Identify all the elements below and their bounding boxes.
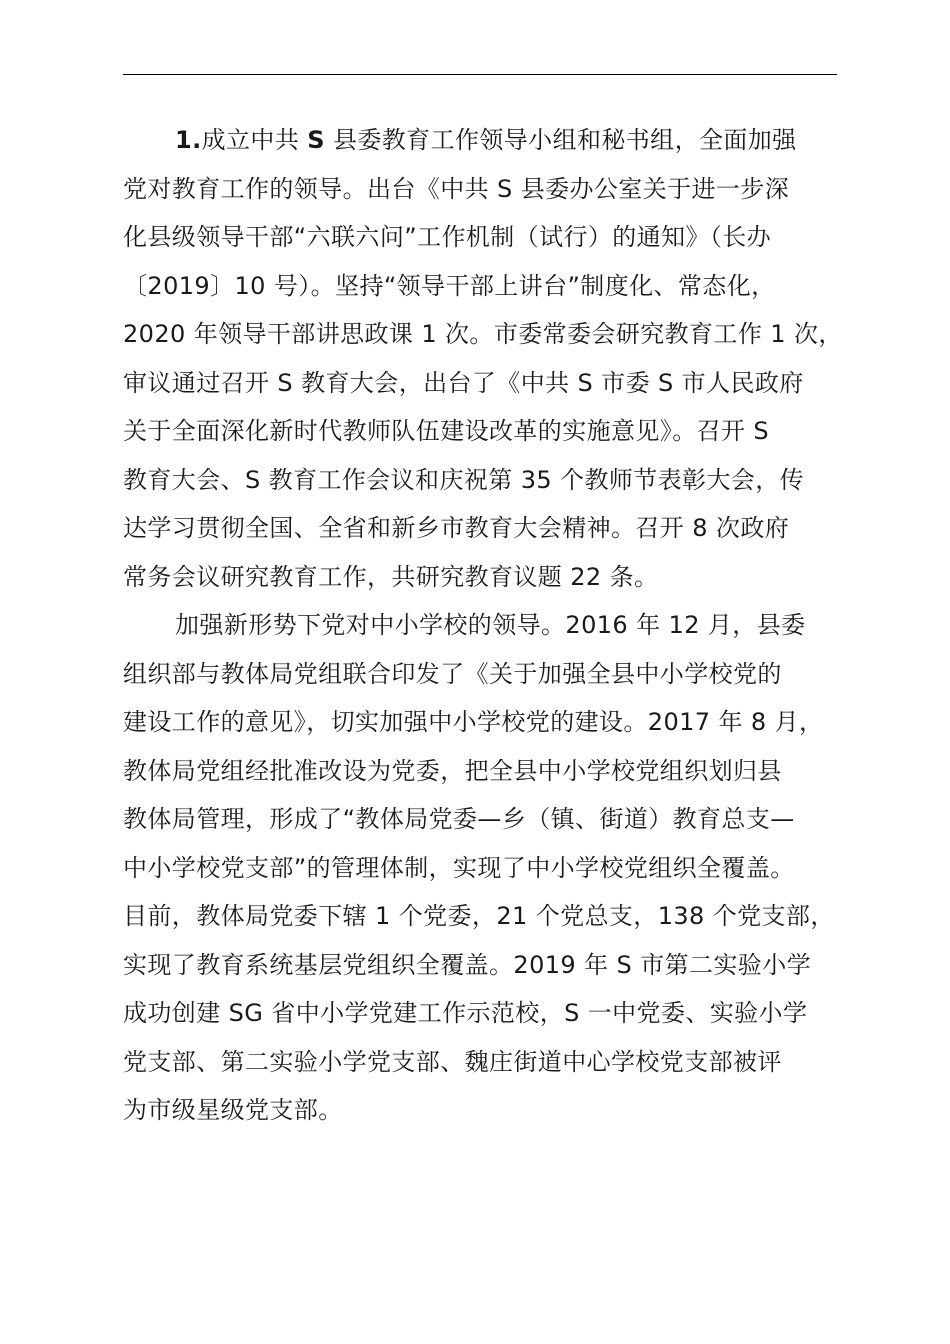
- paragraph-line: 化县级领导干部“六联六问”工作机制（试行）的通知》（长办: [123, 223, 772, 251]
- paragraph-1: [123, 116, 843, 601]
- paragraph-line: 教体局党组经批准改设为党委，把全县中小学校党组织划归县: [123, 756, 782, 785]
- paragraph-line: 党支部、第二实验小学党支部、魏庄街道中心学校党支部被评: [123, 1047, 782, 1076]
- document-body: [123, 116, 843, 1135]
- paragraph-line: 〔2019〕10 号）。坚持“领导干部上讲台”制度化、常态化，: [123, 271, 776, 300]
- item-number: 1.: [175, 126, 202, 154]
- header-rule: [123, 74, 837, 75]
- line-text: 成立中共: [201, 126, 300, 154]
- paragraph-line: 目前，教体局党委下辖 1 个党委，21 个党总支，138 个党支部，: [123, 902, 835, 930]
- county-letter: S: [307, 126, 325, 154]
- paragraph-line: 达学习贯彻全国、全省和新乡市教育大会精神。召开 8 次政府: [123, 514, 790, 542]
- paragraph-line: 组织部与教体局党组联合印发了《关于加强全县中小学校党的: [123, 659, 782, 688]
- paragraph-line: 常务会议研究教育工作，共研究教育议题 22 条。: [123, 562, 659, 591]
- paragraph-line: 审议通过召开 S 教育大会，出台了《中共 S 市委 S 市人民政府: [123, 368, 804, 397]
- paragraph-line: 关于全面深化新时代教师队伍建设改革的实施意见》。召开 S: [123, 417, 770, 445]
- line-text: 县委教育工作领导小组和秘书组，全面加强: [332, 126, 797, 154]
- paragraph-line: [123, 116, 835, 165]
- paragraph-line: 建设工作的意见》，切实加强中小学校党的建设。2017 年 8 月，: [123, 708, 824, 736]
- paragraph-line: 党对教育工作的领导。出台《中共 S 县委办公室关于进一步深: [123, 174, 790, 203]
- paragraph-line: [123, 601, 835, 650]
- paragraph-line: 教育大会、S 教育工作会议和庆祝第 35 个教师节表彰大会，传: [123, 465, 805, 494]
- paragraph-line: 实现了教育系统基层党组织全覆盖。2019 年 S 市第二实验小学: [123, 950, 811, 979]
- paragraph-2: [123, 601, 835, 1135]
- paragraph-line: 成功创建 SG 省中小学党建工作示范校，S 一中党委、实验小学: [123, 999, 808, 1027]
- line-text: 加强新形势下党对中小学校的领导。2016 年 12 月，县委: [175, 611, 806, 639]
- paragraph-line: 中小学校党支部”的管理体制，实现了中小学校党组织全覆盖。: [123, 853, 795, 882]
- paragraph-line: 教体局管理，形成了“教体局党委—乡（镇、街道）教育总支—: [123, 805, 795, 833]
- paragraph-line: 为市级星级党支部。: [123, 1096, 343, 1124]
- paragraph-line: 2020 年领导干部讲思政课 1 次。市委常委会研究教育工作 1 次，: [123, 320, 843, 348]
